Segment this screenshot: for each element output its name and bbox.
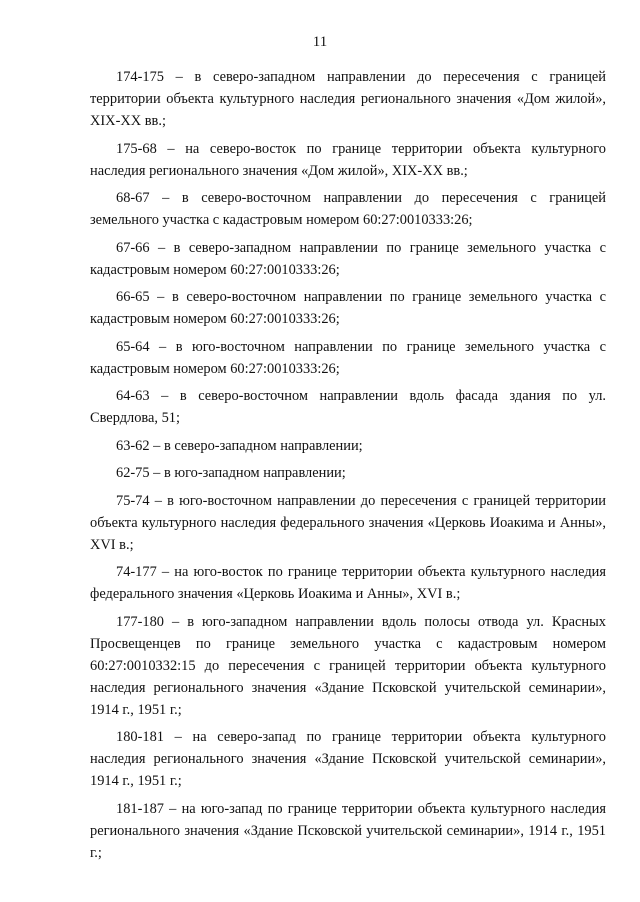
boundary-segment-paragraph: 66-65 – в северо-восточном направлении по границе земельного участка с кадастровым номером 60:27:0010333:26;	[90, 289, 606, 327]
boundary-segment-paragraph: 65-64 – в юго-восточном направлении по границе земельного участка с кадастровым номером 60:27:0010333:26;	[90, 338, 606, 377]
boundary-segment-paragraph: 75-74 – в юго-восточном направлении до пересечения с границей территории объекта культурного наследия федерального значения «Церковь Иоакима и Анны», XVI в.;	[90, 492, 606, 553]
boundary-segment-paragraph: 174-175 – в северо-западном направлении до пересечения с границей территории объекта культурного наследия регионального значения «Дом жилой», XIX-XX вв.;	[90, 69, 606, 129]
page-number: 11	[312, 34, 328, 50]
boundary-segment-paragraph: 181-187 – на юго-запад по границе территории объекта культурного наследия регионального значения «Здание Псковской учительской семинарии», 1914 г., 1951 г.;	[90, 800, 606, 861]
boundary-segment-paragraph: 64-63 – в северо-восточном направлении вдоль фасада здания по ул. Свердлова, 51;	[90, 388, 606, 426]
boundary-segment-paragraph: 63-62 – в северо-западном направлении;	[116, 437, 363, 454]
document-body	[90, 66, 606, 869]
boundary-segment-paragraph: 62-75 – в юго-западном направлении;	[116, 465, 346, 481]
boundary-segment-paragraph: 67-66 – в северо-западном направлении по границе земельного участка с кадастровым номером 60:27:0010333:26;	[90, 239, 606, 278]
boundary-segment-paragraph: 175-68 – на северо-восток по границе территории объекта культурного наследия регионального значения «Дом жилой», XIX-XX вв.;	[90, 140, 606, 179]
boundary-segment-paragraph: 68-67 – в северо-восточном направлении до пересечения с границей земельного участка с кадастровым номером 60:27:0010333:26;	[90, 190, 606, 228]
boundary-segment-paragraph: 180-181 – на северо-запад по границе территории объекта культурного наследия регионального значения «Здание Псковской учительской семинарии», 1914 г., 1951 г.;	[90, 729, 606, 789]
boundary-segment-paragraph: 177-180 – в юго-западном направлении вдоль полосы отвода ул. Красных Просвещенцев по границе земельного участка с кадастровым номером 60:27:0010332:15 до пересечения с границей территории объекта культурного наследия регионального значения «Здание Псковской учительской семинарии», 1914 г., 1951 г.;	[90, 613, 606, 718]
boundary-segment-paragraph: 74-177 – на юго-восток по границе территории объекта культурного наследия федерального значения «Церковь Иоакима и Анны», XVI в.;	[90, 564, 606, 602]
